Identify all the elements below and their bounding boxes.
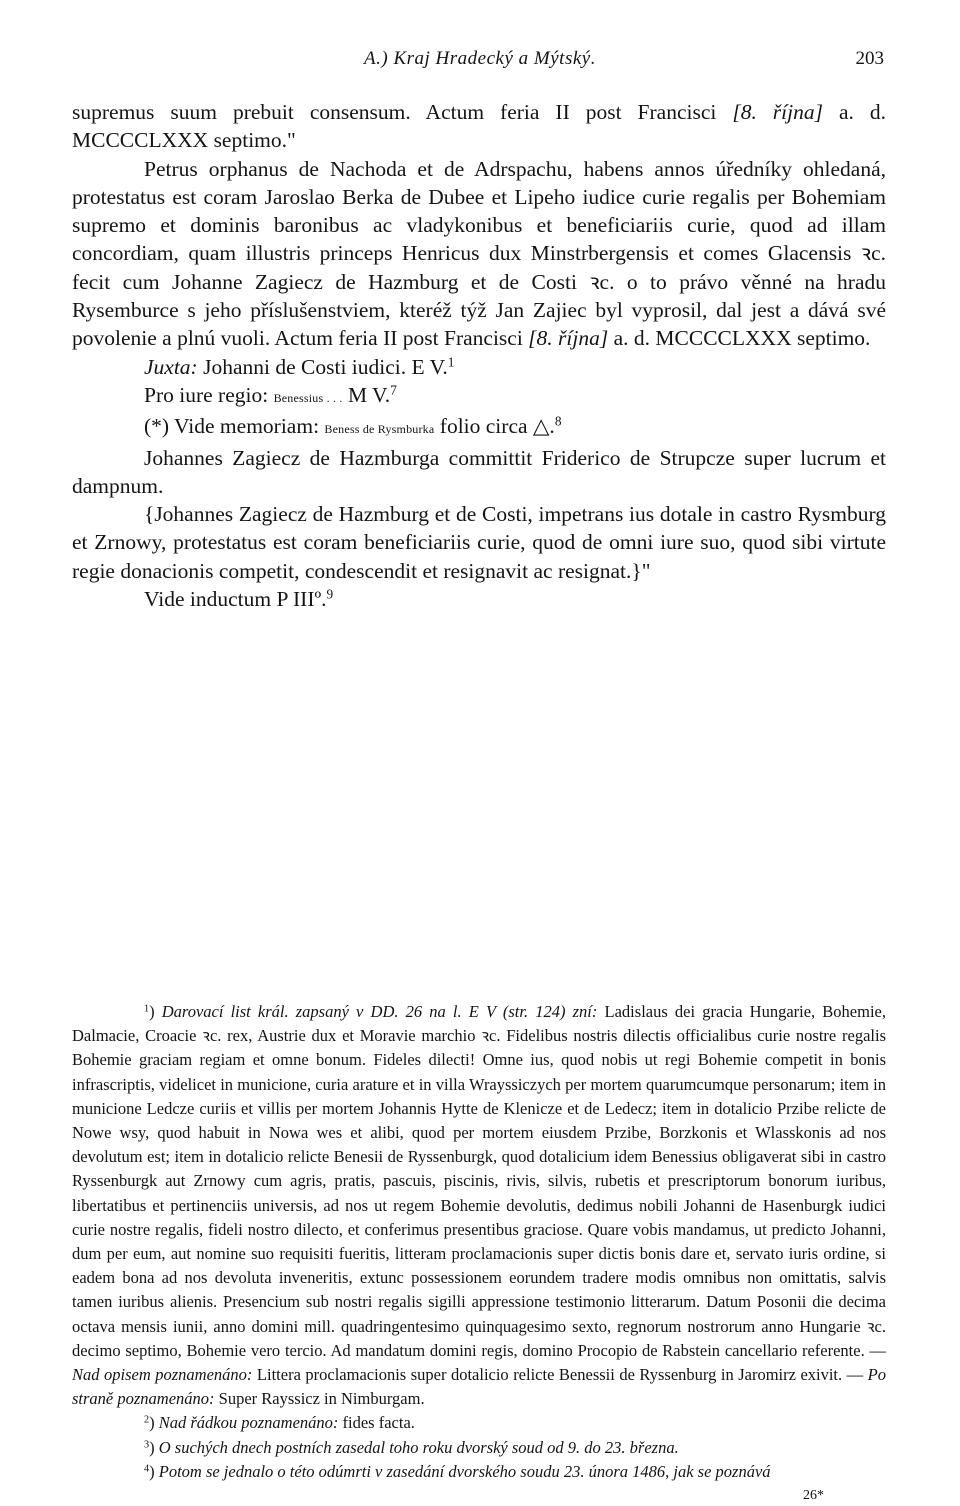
- text-run: Vide inductum P IIIº.: [144, 587, 327, 612]
- vide-memoriam-line: [72, 412, 886, 443]
- juxta-label: Juxta:: [144, 354, 198, 379]
- footnote-mark: 3: [144, 1439, 150, 1451]
- printer-signature: 26*: [803, 1488, 824, 1504]
- text-run: Johanni de Costi iudici. E V.: [197, 354, 448, 379]
- text-run: Littera proclamacionis super dotalicio relicte Benessii de Ryssenburg in Jaromirz exivit. —: [252, 1365, 868, 1385]
- footnotes: [72, 1000, 886, 1506]
- text-run: a. d. MCCCCLXXX septimo.": [72, 100, 886, 153]
- text-run: a. d. MCCCCLXXX septimo.: [608, 326, 871, 351]
- paragraph-petrus: [72, 155, 886, 353]
- footnote-mark: 2: [144, 1414, 150, 1426]
- text-run: (*) Vide memoriam:: [144, 414, 325, 439]
- footnote-1: $^1$) Darovací list král. zapsaný v DD. 26 na l. E V (str. 124) zní: Ladislaus dei gracia Hungarie, Bohemie, Dalmacie, Croacie ꝛc. rex, Austrie dux et Moravie marchio ꝛc. Fidelibus nostris dilectis officialibus curie nostre regalis Bohemie graciam regiam et omne bonum. Fideles dilecti! Omne ius, quod nobis ut regi Bohemie competit in bonis infrascriptis, videlicet in municione, curia arature et in villa Wrayssiczych per mortem quarumcumque personarum; item in municione Ledcze curiis et villis per mortem Johannis Hytte de Klenicze et de Ledecz; item in dotalicio Przibe relicte de Nowe wsy, quod habuit in Nowa wes et alibi, quod per mortem eiusdem Przibe, Borzkonis et Wlasskonis ad nos devolutum est; item in dotalicio relicte Benesii de Ryssenburgk, quod dotalicium idem Benessius obligaverat sibi in castro Ryssenburgk aut Zrnowy cum agris, pratis, pascuis, piscinis, rivis, silvis, rubetis et prescriptorum bonorum iuribus, libertatibus et pertinenciis universis, ad nos ut regem Bohemie devolutis, dedimus nobili Johanni de Hasenburgk iudici curie nostre regalis, fideli nostro dilecto, et conferimus presentibus graciose. Quare vobis mandamus, ut predicto Johanni, dum per eum, aut nomine suo requisiti fueritis, litteram proclamacionis super dictis bonis dare et, servato iuris ordine, si eadem bona ad nos devoluta inveneritis, extunc possessionem eorundem tradere modis omnibus non omittatis, salvis tamen iuribus alienis. Presencium sub nostri regalis sigilli appressione testimonio litterarum. Datum Posonii die decima octava mensis iunii, anno domini mill. quadringentesimo quinquagesimo sexto, regnorum nostrorum anno Hungarie ꝛc. decimo septimo, Bohemie vero tercio. Ad mandatum domini regis, domino Procopio de Rabstein cancellario referente. — Nad opisem poznamenáno: Littera proclamacionis super dotalicio relicte Benessii de Ryssenburg in Jaromirz exivit. — Po straně poznamenáno: Super Rayssicz in Nimburgam.: [72, 1002, 886, 1409]
- juxta-line: [72, 353, 886, 381]
- vide-inductum-line: [72, 585, 886, 613]
- text-run: Pro iure regio:: [144, 382, 274, 407]
- paragraph-johannes-committit: Johannes Zagiecz de Hazmburga committit Friderico de Strupcze super lucrum et dampnum.: [72, 445, 886, 498]
- editorial-note: Po straně poznamenáno:: [72, 1365, 886, 1409]
- main-text: [72, 98, 886, 613]
- footnote-ref: 1: [447, 354, 455, 370]
- footnote-2: $^2$) Nad řádkou poznamenáno: fides facta.: [144, 1413, 415, 1433]
- editorial-note: O suchých dnech postních zasedal toho roku dvorský soud od 9. do 23. března.: [158, 1437, 679, 1457]
- page-header: [72, 48, 888, 78]
- footnote-4: $^4$) Potom se jednalo o této odúmrti v zasedání dvorského soudu 23. února 1486, jak se poznává: [144, 1461, 771, 1481]
- footnote-mark: 1: [144, 1003, 150, 1015]
- text-run: Super Rayssicz in Nimburgam.: [214, 1389, 425, 1409]
- editorial-note: Darovací list král. zapsaný v DD. 26 na l. E V (str. 124) zní:: [161, 1002, 598, 1021]
- date-gloss: [8. října]: [528, 326, 609, 351]
- pro-iure-line: [72, 381, 886, 412]
- editorial-note: Nad řádkou poznamenáno:: [158, 1413, 339, 1433]
- text-run: M V.: [342, 382, 391, 407]
- paragraph-johannes-impetrans: {Johannes Zagiecz de Hazmburg et de Costi, impetrans ius dotale in castro Rysmburg et Zrnowy, protestatus est coram beneficiariis curie, quod de omni iure suo, quod sibi virtute regie donacionis competit, condescendit et resignavit ac resignat.}": [72, 502, 886, 583]
- running-title: A.) Kraj Hradecký a Mýtský.: [364, 48, 596, 69]
- text-run: Petrus orphanus de Nachoda et de Adrspachu, habens annos úředníky ohledaná, protestatus est coram Jaroslao Berka de Dubee et Lipeho iudice curie regalis per Bohemiam supremo et dominis baronibus ac vladykonibus et beneficiariis curie, quod ad illam concordiam, quam illustris princeps Henricus dux Minstrbergensis et comes Glacensis ꝛc. fecit cum Johanne Zagiecz de Hazmburg et de Costi ꝛc. o to právo věnné na hradu Rysemburce s jeho příslušenstviem, kteréž týž Jan Zajiec byl vyprosil, dal jest a dává své povolenie a plnú vuoli. Actum feria II post Francisci: [72, 156, 886, 351]
- page-number: 203: [855, 48, 884, 69]
- paragraph-continuation: [72, 98, 886, 155]
- footnote-3: $^3$) O suchých dnech postních zasedal toho roku dvorský soud od 9. do 23. března.: [144, 1437, 679, 1457]
- footnote-mark: 4: [144, 1463, 150, 1475]
- footnote-ref: 8: [554, 413, 562, 429]
- footnote-ref: 7: [390, 382, 397, 398]
- footnote-ref: 9: [326, 586, 334, 602]
- date-gloss: [8. října]: [732, 100, 823, 124]
- text-run: fides facta.: [338, 1413, 415, 1433]
- editorial-note: Potom se jednalo o této odúmrti v zasedání dvorského soudu 23. února 1486, jak se poznává: [158, 1461, 771, 1481]
- text-run: folio circa △.: [434, 414, 555, 439]
- small-text: Benessius . . .: [273, 390, 343, 405]
- editorial-note: Nad opisem poznamenáno:: [72, 1365, 253, 1385]
- text-run: Ladislaus dei gracia Hungarie, Bohemie, Dalmacie, Croacie ꝛc. rex, Austrie dux et Moravie marchio ꝛc. Fidelibus nostris dilectis officialibus curie nostre regalis Bohemie graciam regiam et omne bonum. Fideles dilecti! Omne ius, quod nobis ut regi Bohemie competit in bonis infrascriptis, videlicet in municione, curia arature et in villa Wrayssiczych per mortem quarumcumque personarum; item in municione Ledcze curiis et villis per mortem Johannis Hytte de Klenicze et de Ledecz; item in dotalicio Przibe relicte de Nowe wsy, quod habuit in Nowa wes et alibi, quod per mortem eiusdem Przibe, Borzkonis et Wlasskonis ad nos devolutum est; item in dotalicio relicte Benesii de Ryssenburgk, quod dotalicium idem Benessius obligaverat sibi in castro Ryssenburgk aut Zrnowy cum agris, pratis, pascuis, piscinis, rivis, silvis, rubetis et prescriptorum bonorum iuribus, libertatibus et pertinenciis universis, ad nos ut regem Bohemie devolutis, dedimus nobili Johanni de Hasenburgk iudici curie nostre regalis, fideli nostro dilecto, et conferimus presentibus graciose. Quare vobis mandamus, ut predicto Johanni, dum per eum, aut nomine suo requisiti fueritis, litteram proclamacionis super dictis bonis dare et, servato iuris ordine, si eadem bona ad nos devoluta inveneritis, extunc possessionem eorundem tradere modis omnibus non omittatis, salvis tamen iuribus alienis. Presencium sub nostri regalis sigilli appressione testimonio litterarum. Datum Posonii die decima octava mensis iunii, anno domini mill. quadringentesimo quinquagesimo sexto, regnorum nostrorum anno Hungarie ꝛc. decimo septimo, Bohemie vero tercio. Ad mandatum domini regis, domino Procopio de Rabstein cancellario referente. —: [72, 1002, 886, 1360]
- small-text: Beness de Rysmburka: [324, 422, 435, 437]
- text-run: supremus suum prebuit consensum. Actum feria II post Francisci: [72, 100, 733, 124]
